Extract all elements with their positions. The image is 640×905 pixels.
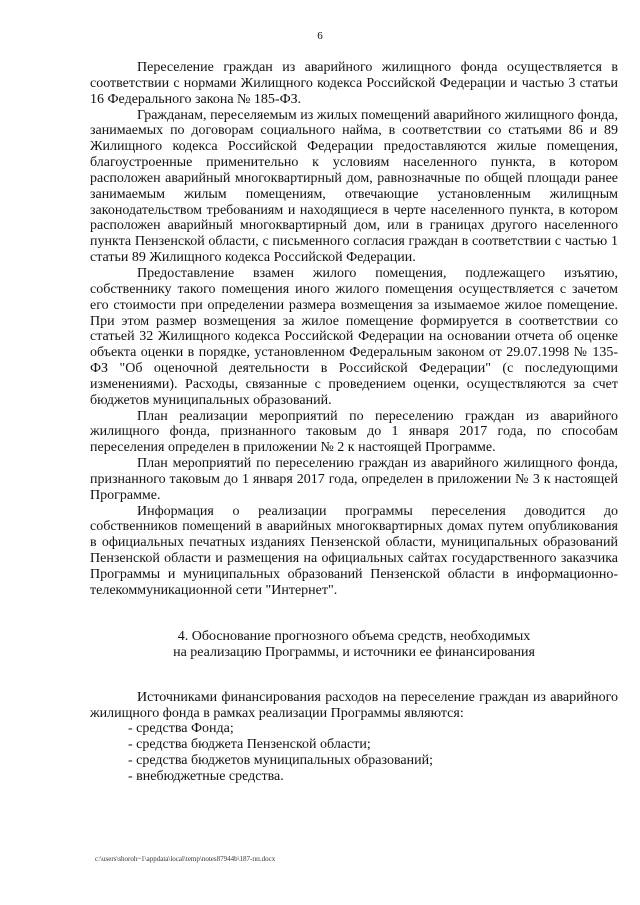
- list-item: - средства бюджета Пензенской области;: [128, 737, 371, 753]
- paragraph-plan-appendix-3: План мероприятий по переселению граждан из аварийного жилищного фонда, признанного таковым до 1 января 2017 года, определен в приложении № 3 к настоящей Программе.: [90, 456, 618, 503]
- paragraph-compensation: Предоставление взамен жилого помещения, подлежащего изъятию, собственнику такого помещения иного жилого помещения осуществляется с зачетом его стоимости при определении размера возмещения за изымаемое жилое помещение. При этом размер возмещения за жилое помещение формируется в соответствии со статьей 32 Жилищного кодекса Российской Федерации на основании отчета об оценке объекта оценки в порядке, установленном Федеральным законом от 29.07.1998 № 135-ФЗ "Об оценочной деятельности в Российской Федерации" (с последующими изменениями). Расходы, связанные с проведением оценки, осуществляются за счет бюджетов муниципальных образований.: [90, 265, 618, 408]
- paragraph-funding-intro: Источниками финансирования расходов на переселение граждан из аварийного жилищного фонда в рамках реализации Программы являются:: [90, 689, 618, 721]
- paragraph-plan-appendix-2: План реализации мероприятий по переселению граждан из аварийного жилищного фонда, признанного таковым до 1 января 2017 года, по способам переселения определен в приложении № 2 к настоящей Программе.: [90, 408, 618, 456]
- list-item: - средства Фонда;: [128, 721, 234, 737]
- section-heading-line-1: 4. Обоснование прогнозного объема средств, необходимых: [177, 628, 531, 644]
- paragraph-resettlement-basis: Переселение граждан из аварийного жилищного фонда осуществляется в соответствии с нормами Жилищного кодекса Российской Федерации и частью 3 статьи 16 Федерального закона № 185-ФЗ.: [90, 60, 618, 107]
- paragraph-information: Информация о реализации программы переселения доводится до собственников помещений в аварийных многоквартирных домах путем опубликования в официальных печатных изданиях Пензенской области, муниципальных образований Пензенской области и размещения на официальных сайтах государственного заказчика Программы и муниципальных образований Пензенской области в информационно-телекоммуникационной сети "Интернет".: [90, 503, 618, 598]
- section-heading: [90, 629, 618, 661]
- list-item: - внебюджетные средства.: [128, 768, 284, 784]
- funding-sources-list: [90, 721, 618, 784]
- page-number: 6: [317, 30, 323, 42]
- document-body: [90, 60, 618, 785]
- paragraph-social-housing: Гражданам, переселяемым из жилых помещений аварийного жилищного фонда, занимаемых по договорам социального найма, в соответствии со статьями 86 и 89 Жилищного кодекса Российской Федерации предоставляются жилые помещения, благоустроенные применительно к условиям населенного пункта, в котором расположен аварийный многоквартирный дом, равнозначные по общей площади ранее занимаемым жилым помещениям, отвечающие установленным жилищным законодательством требованиям и находящиеся в черте населенного пункта, в котором расположен аварийный многоквартирный дом, или в границах другого населенного пункта Пензенской области, с письменного согласия граждан в соответствии с частью 1 статьи 89 Жилищного кодекса Российской Федерации.: [90, 107, 618, 266]
- footer-file-path: c:\users\shoroh~1\appdata\local\temp\notes87944b\187-пп.docx: [95, 855, 276, 863]
- list-item: - средства бюджетов муниципальных образований;: [128, 753, 433, 769]
- section-heading-line-2: на реализацию Программы, и источники ее финансирования: [173, 644, 535, 660]
